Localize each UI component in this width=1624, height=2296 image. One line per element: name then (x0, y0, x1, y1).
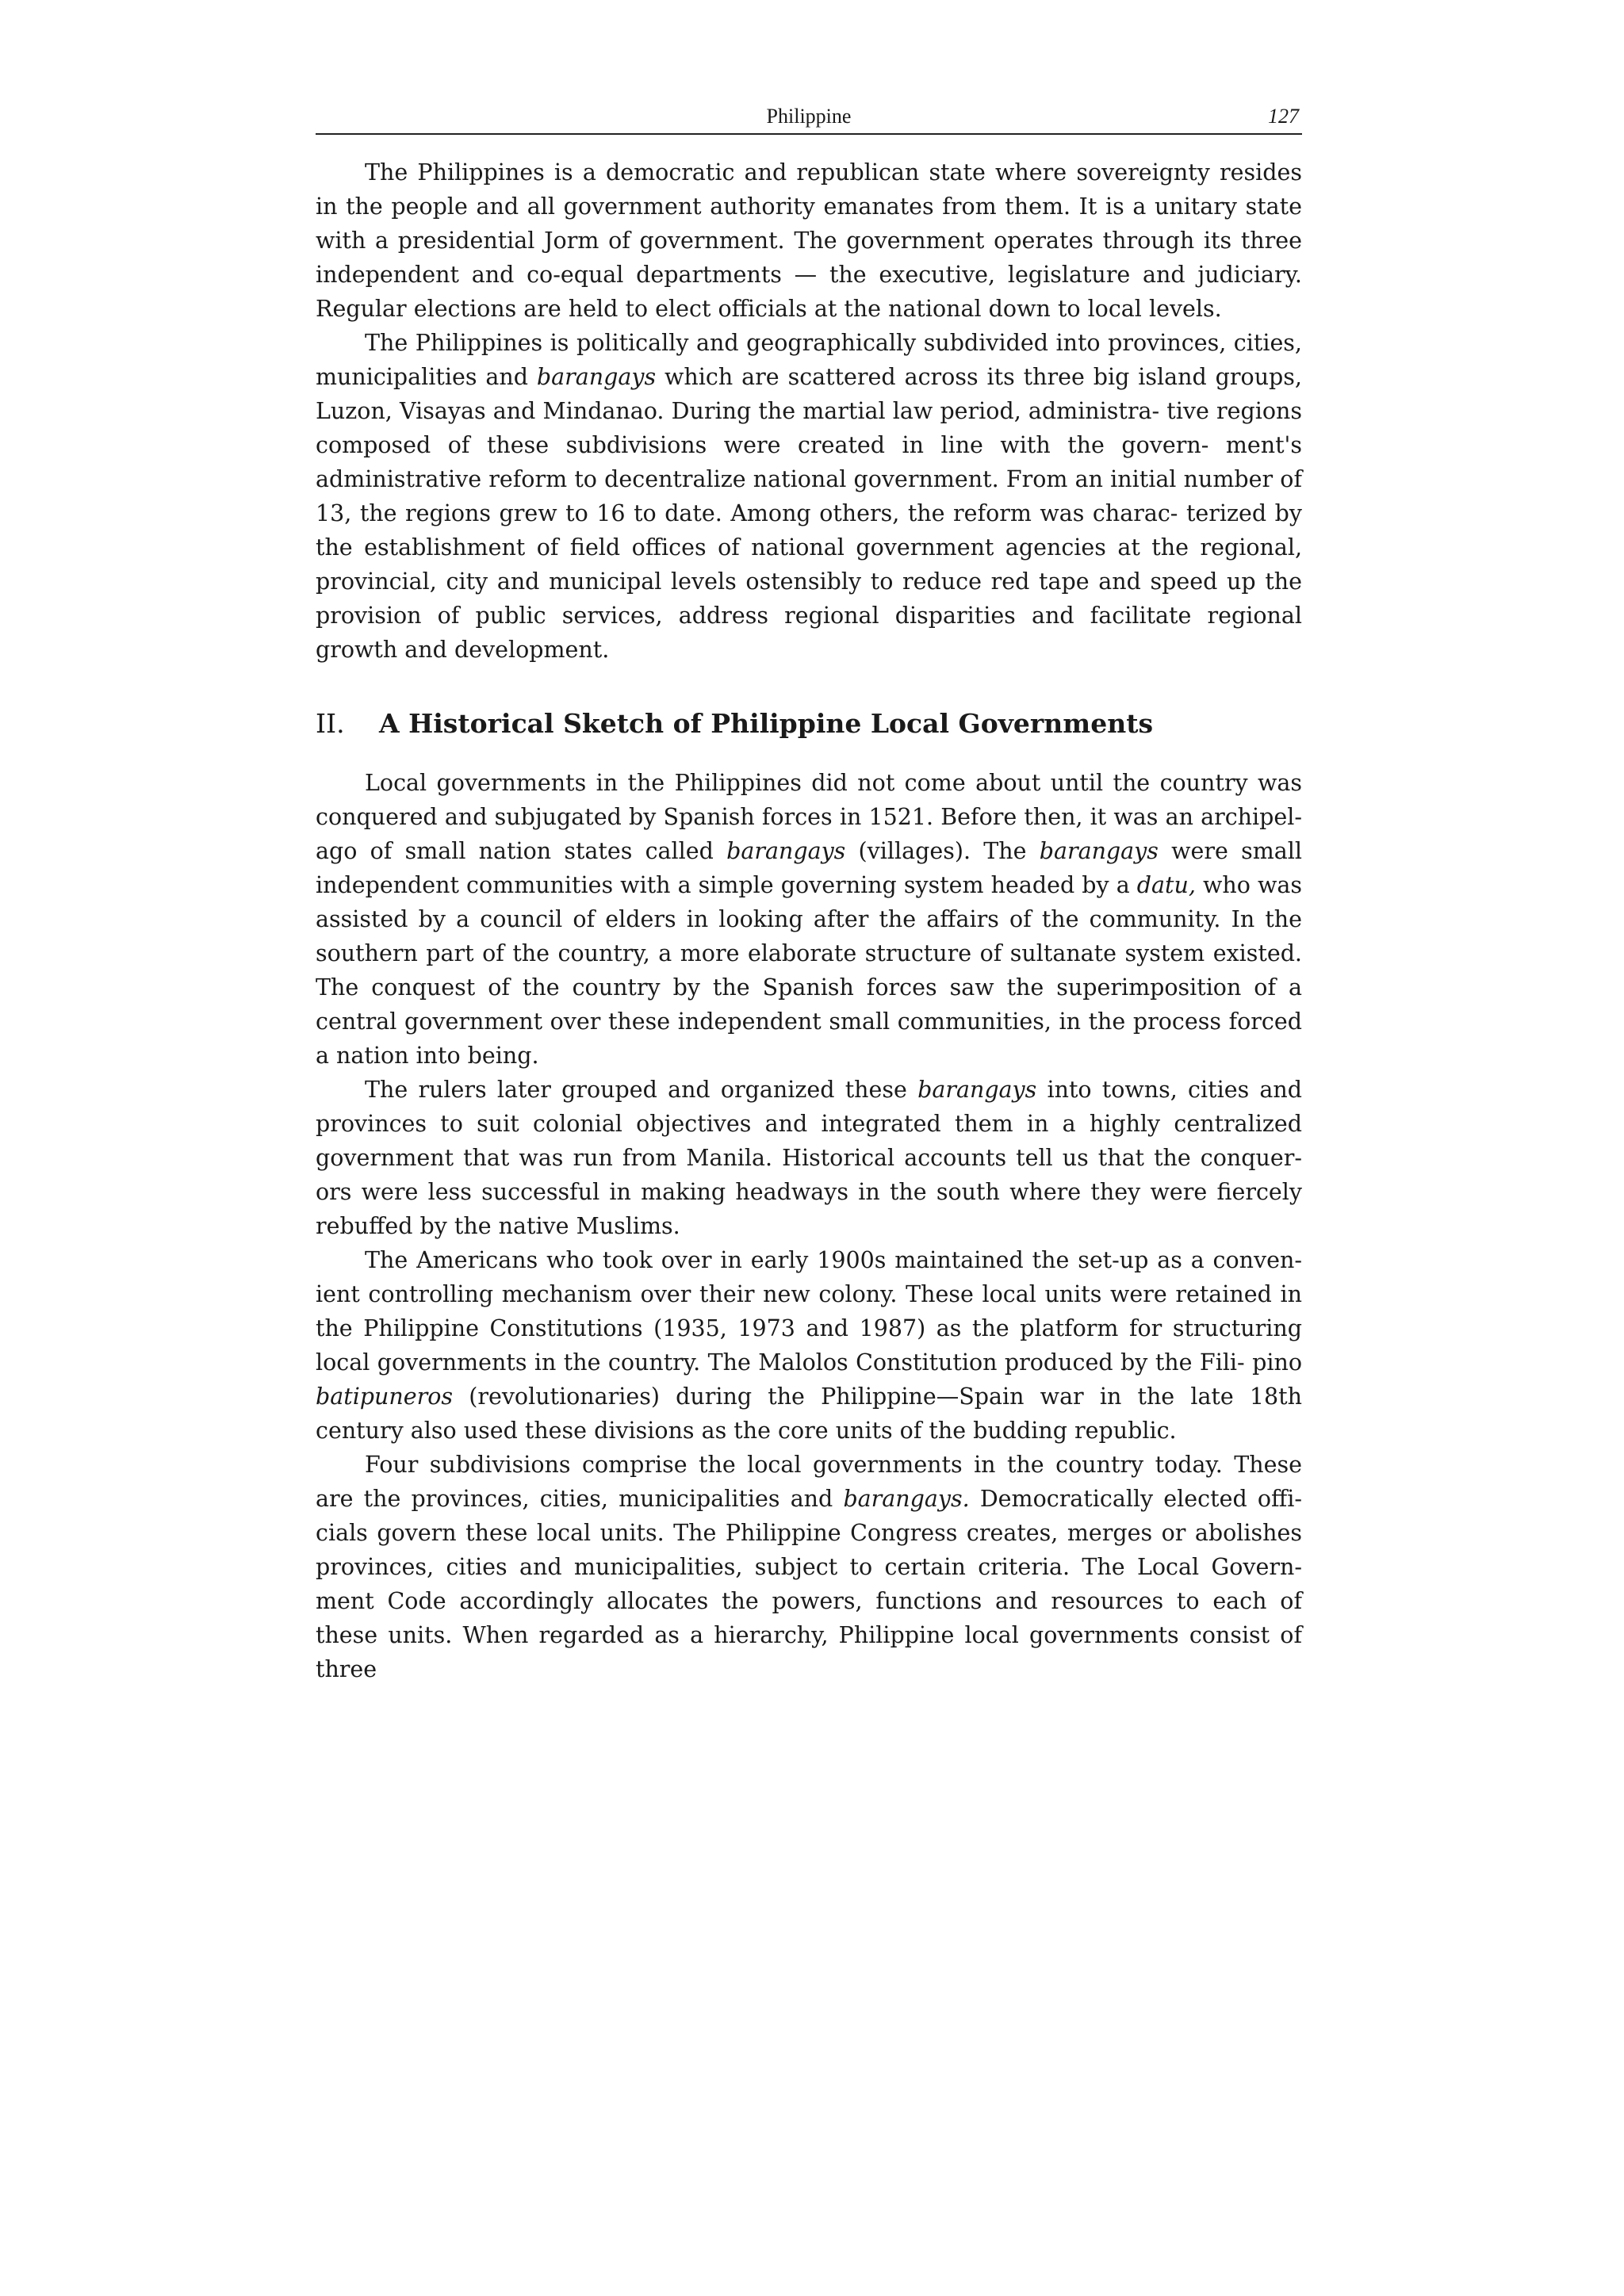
text-run: Democratically elected offi- cials govern these local units. The Philippine Congress creates, merges or abolishes provinces, cities and municipalities, subject to certain criteria. The Local Govern- ment Code accordingly allocates the powers, functions and resources to each of these units. When regarded as a hierarchy, Philippine local governments consist of three (316, 1486, 1302, 1682)
history-section (316, 766, 1302, 1686)
document-page (316, 105, 1302, 1686)
text-run: into towns, cities and provinces to suit colonial objectives and integrated them in a highly centralized government that was run from Manila. Historical accounts tell us that the conquer- ors were less successful in making headways in the south where they were fiercely rebuffed by the native Muslims. (316, 1077, 1302, 1239)
paragraph (316, 1073, 1302, 1243)
section-title: A Historical Sketch of Philippine Local Governments (379, 708, 1154, 739)
paragraph (316, 155, 1302, 326)
paragraph (316, 1243, 1302, 1448)
text-run: The rulers later grouped and organized these (365, 1077, 918, 1103)
text-run: who was assisted by a council of elders in looking after the affairs of the community. In the southern part of the country, a more elaborate structure of sultanate system existed. The conquest of the country by the Spanish forces saw the superimposition of a central government over these independent small communities, in the process forced a nation into being. (316, 872, 1302, 1069)
text-run: Local governments in the Philippines did not come about until the country was conquered and subjugated by Spanish forces in 1521. Before then, it was an archipel- ago of small nation states called (316, 770, 1302, 864)
paragraph (316, 766, 1302, 1073)
running-header (316, 105, 1302, 135)
italic-term: barangays (536, 364, 657, 390)
intro-section (316, 155, 1302, 667)
text-run: The Philippines is a democratic and republican state where sovereignty resides in the people and all government authority emanates from them. It is a unitary state with a presidential Jorm of government. The government operates through its three independent and co-equal departments — the executive, legislature and judiciary. Regular elections are held to elect officials at the national down to local levels. (316, 159, 1302, 322)
text-run: (villages). The (845, 838, 1040, 864)
page-number: 127 (1268, 105, 1299, 128)
italic-term: barangays. (843, 1486, 970, 1512)
italic-term: barangays (1039, 838, 1159, 864)
italic-term: batipuneros (316, 1383, 454, 1410)
text-run: (revolutionaries) during the Philippine—Spain war in the late 18th century also used these divisions as the core units of the budding republic. (316, 1383, 1302, 1444)
paragraph (316, 1448, 1302, 1686)
text-run: Four subdivisions comprise the local governments in the country today. These are the provinces, cities, municipalities and (316, 1452, 1302, 1512)
running-header-title: Philippine (766, 105, 852, 128)
section-heading (316, 708, 1302, 739)
text-run: which are scattered across its three big island groups, Luzon, Visayas and Mindanao. During the martial law period, administra- tive regions composed of these subdivisions were created in line with the govern- ment's administrative reform to decentralize national government. From an initial number of 13, the regions grew to 16 to date. Among others, the reform was charac- terized by the establishment of field offices of national government agencies at the regional, provincial, city and municipal levels ostensibly to reduce red tape and speed up the provision of public services, address regional disparities and facilitate regional growth and development. (316, 364, 1302, 663)
italic-term: barangays (726, 838, 846, 864)
text-run: The Philippines is politically and geographically subdivided into provinces, cities, municipalities and (316, 330, 1302, 390)
section-number: II. (316, 708, 345, 739)
text-run: The Americans who took over in early 1900s maintained the set-up as a conven- ient controlling mechanism over their new colony. These local units were retained in the Philippine Constitutions (1935, 1973 and 1987) as the platform for structuring local governments in the country. The Malolos Constitution produced by the Fili- pino (316, 1247, 1302, 1376)
italic-term: barangays (917, 1077, 1037, 1103)
italic-term: datu, (1136, 872, 1196, 898)
paragraph (316, 326, 1302, 667)
text-run: were small independent communities with a simple governing system headed by a (316, 838, 1302, 898)
